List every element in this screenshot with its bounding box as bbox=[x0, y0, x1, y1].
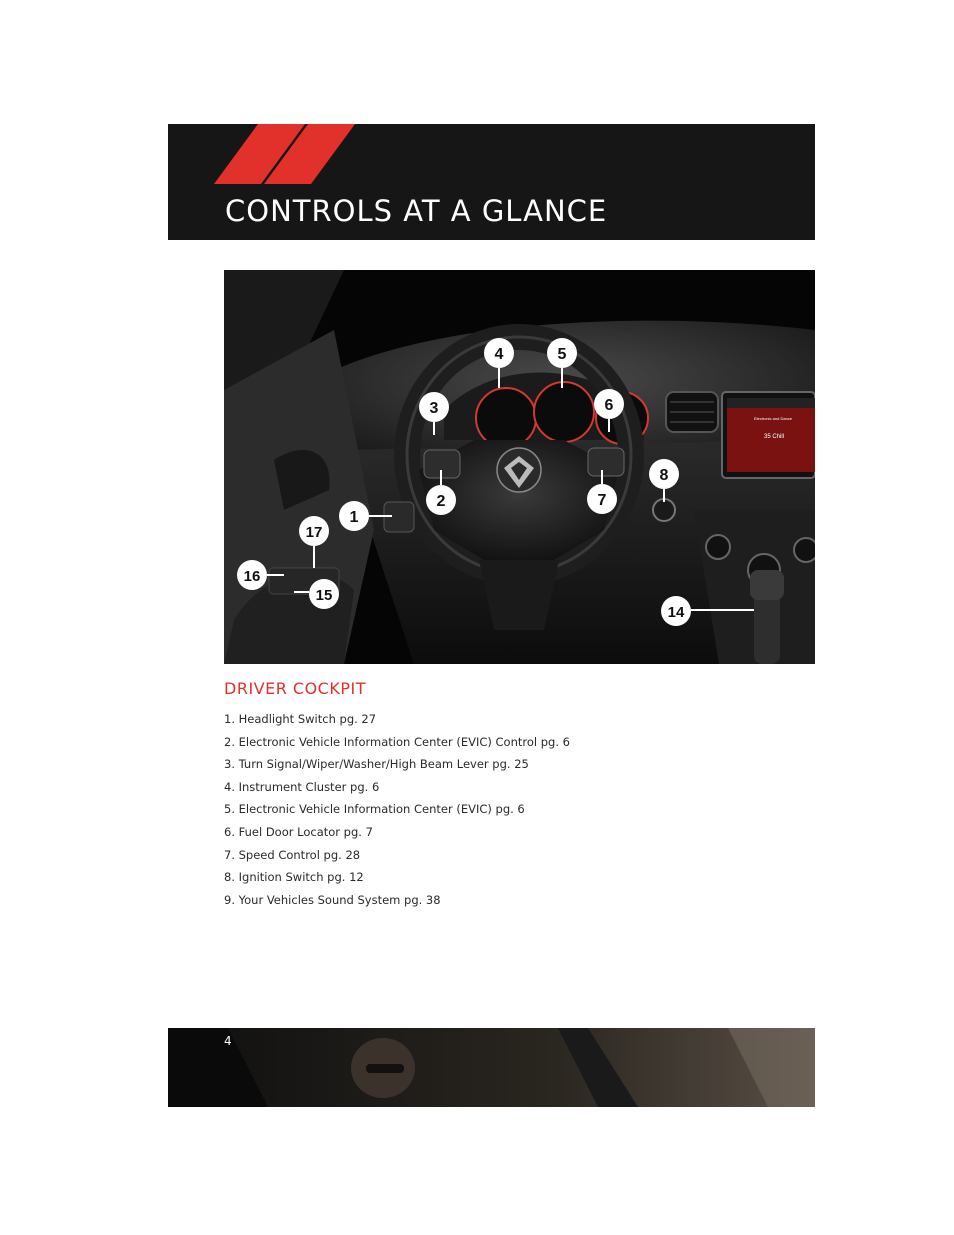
svg-text:3: 3 bbox=[429, 400, 439, 417]
list-item: 2. Electronic Vehicle Information Center (EVIC) Control pg. 6 bbox=[224, 734, 570, 749]
screen-station-text: 35 Chill bbox=[764, 434, 785, 440]
svg-text:7: 7 bbox=[597, 492, 607, 509]
controls-list bbox=[224, 710, 570, 913]
svg-text:8: 8 bbox=[659, 467, 669, 484]
list-item: 9. Your Vehicles Sound System pg. 38 bbox=[224, 892, 441, 907]
list-item: 8. Ignition Switch pg. 12 bbox=[224, 870, 364, 885]
list-item: 5. Electronic Vehicle Information Center (EVIC) pg. 6 bbox=[224, 802, 525, 817]
list-item: 6. Fuel Door Locator pg. 7 bbox=[224, 824, 373, 839]
svg-text:4: 4 bbox=[494, 346, 504, 363]
svg-text:15: 15 bbox=[315, 587, 333, 604]
footer-photo bbox=[168, 1028, 815, 1107]
svg-text:1: 1 bbox=[349, 509, 359, 526]
svg-text:5: 5 bbox=[557, 346, 567, 363]
list-item: 7. Speed Control pg. 28 bbox=[224, 847, 361, 862]
svg-text:17: 17 bbox=[305, 524, 323, 541]
page-number: 4 bbox=[224, 1034, 232, 1048]
footer-banner bbox=[168, 1028, 815, 1107]
page-title: CONTROLS AT A GLANCE bbox=[225, 194, 608, 228]
header-banner bbox=[168, 124, 815, 240]
svg-text:6: 6 bbox=[604, 397, 614, 414]
list-item: 1. Headlight Switch pg. 27 bbox=[224, 712, 377, 726]
svg-text:2: 2 bbox=[436, 493, 446, 510]
list-item: 4. Instrument Cluster pg. 6 bbox=[224, 779, 380, 794]
driver-cockpit-photo bbox=[224, 270, 815, 664]
svg-text:14: 14 bbox=[667, 604, 685, 621]
racing-stripes-logo bbox=[168, 124, 368, 186]
svg-text:16: 16 bbox=[243, 568, 261, 585]
section-heading: DRIVER COCKPIT bbox=[224, 679, 366, 698]
screen-track-text: Electronic and Dance bbox=[754, 416, 793, 421]
list-item: 3. Turn Signal/Wiper/Washer/High Beam Lever pg. 25 bbox=[224, 757, 529, 772]
